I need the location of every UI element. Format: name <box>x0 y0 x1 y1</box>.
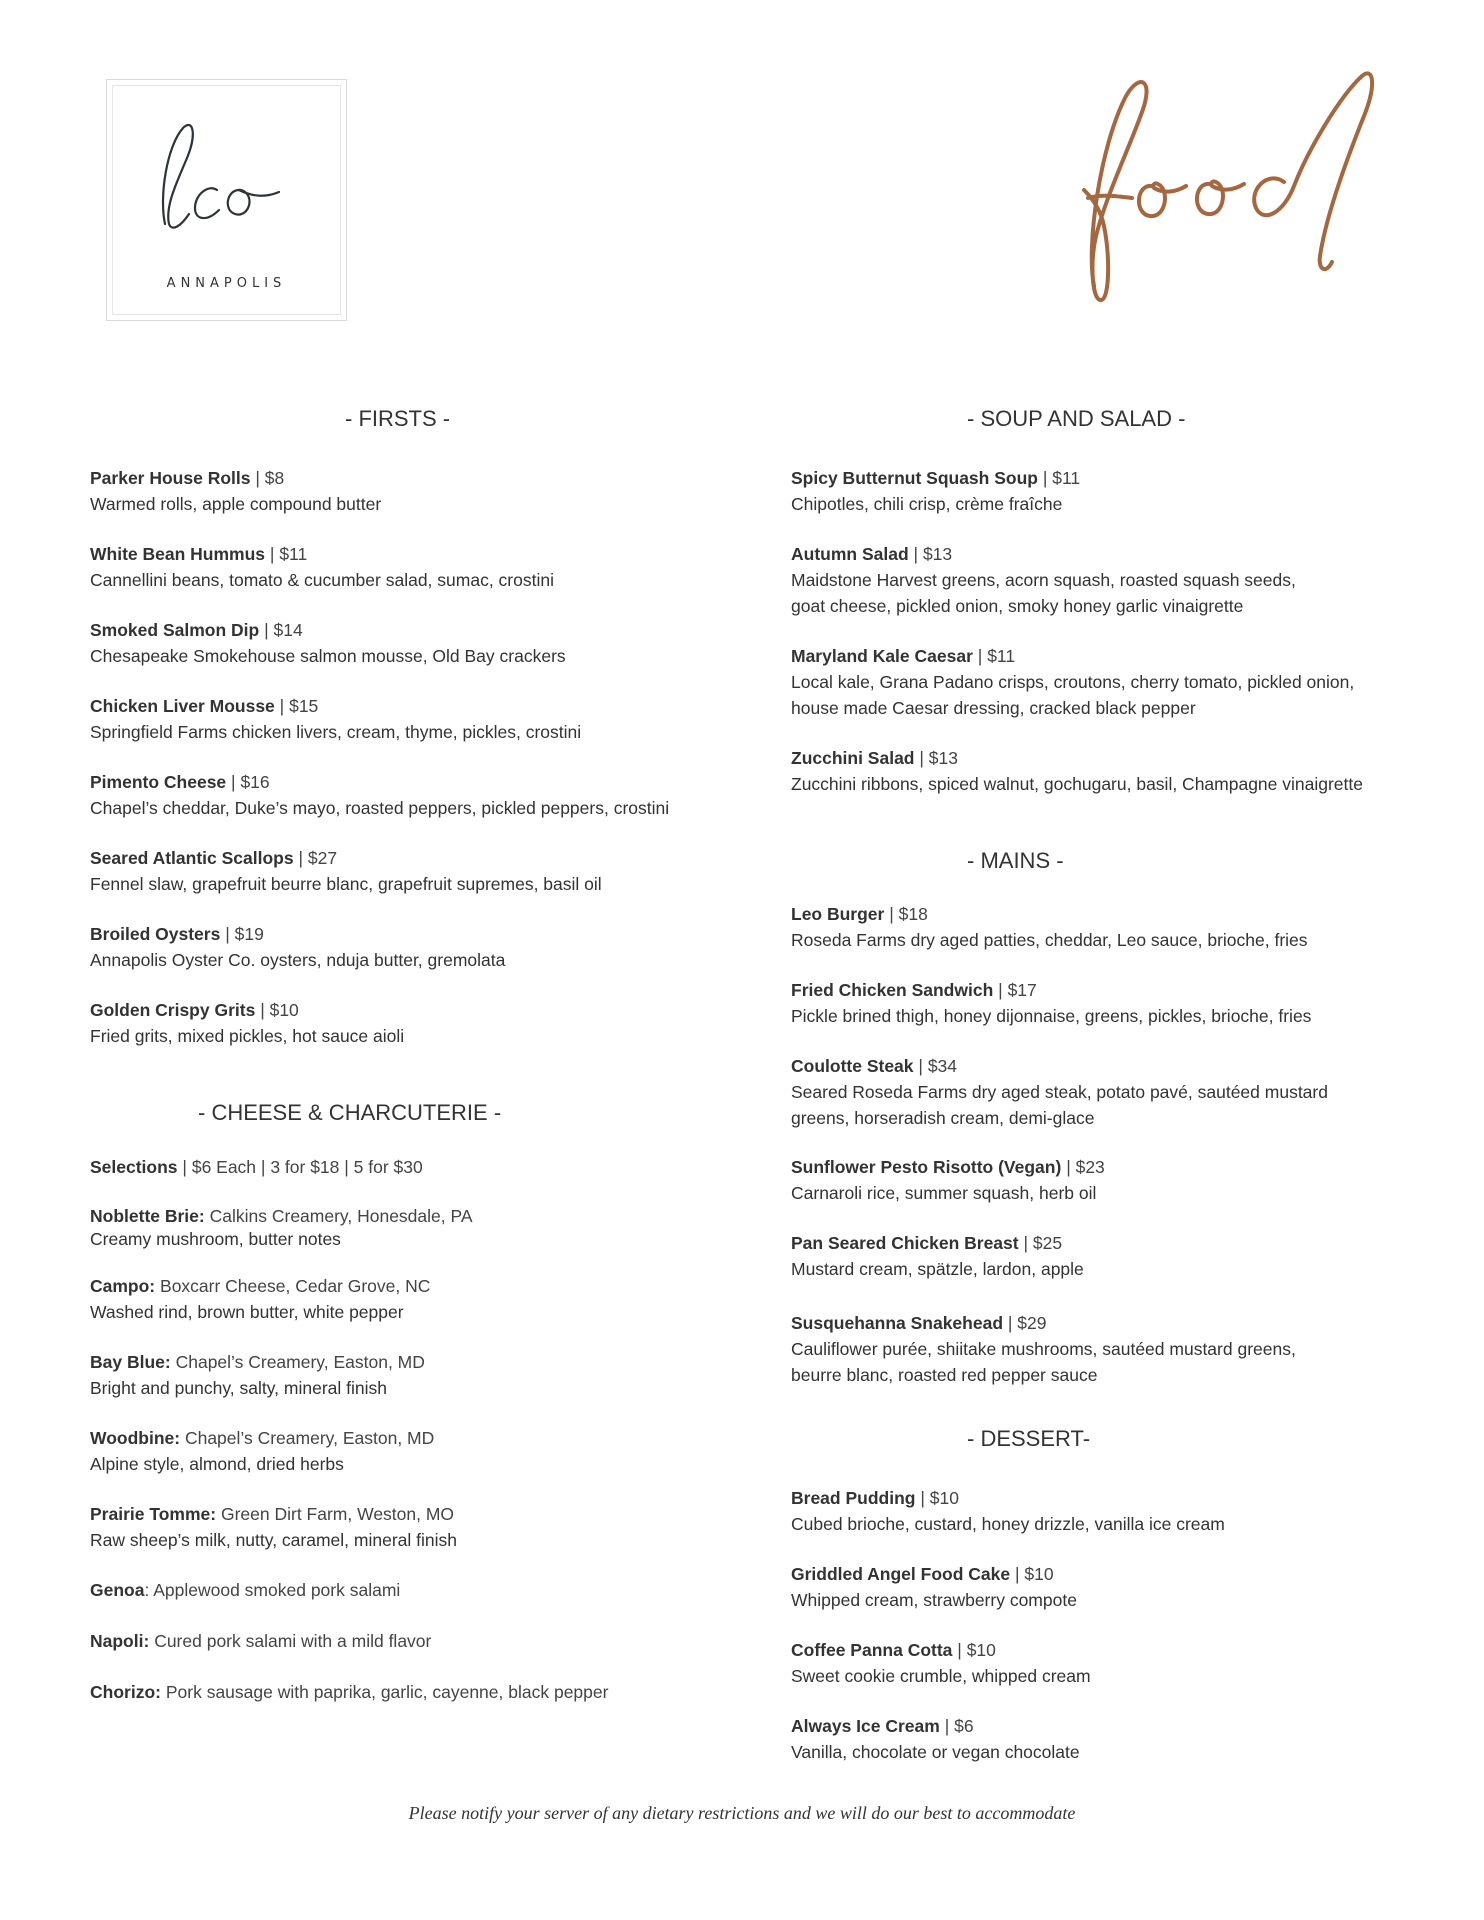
item-name: White Bean Hummus <box>90 544 266 564</box>
item-description: Chipotles, chili crisp, crème fraîche <box>791 494 1063 514</box>
section-title-soup-salad: - SOUP AND SALAD - <box>967 406 1186 431</box>
menu-item <box>791 1637 1431 1689</box>
item-description: Seared Roseda Farms dry aged steak, potato pavé, sautéed mustard <box>791 1082 1328 1102</box>
item-description: Mustard cream, spätzle, lardon, apple <box>791 1259 1084 1279</box>
item-name: Pan Seared Chicken Breast <box>791 1233 1019 1253</box>
item-description: Cauliflower purée, shiitake mushrooms, sautéed mustard greens, <box>791 1339 1296 1359</box>
item-name: Always Ice Cream <box>791 1716 940 1736</box>
item-description: Chesapeake Smokehouse salmon mousse, Old Bay crackers <box>90 646 566 666</box>
menu-item <box>791 1310 1431 1388</box>
item-name: Chorizo: <box>90 1682 161 1702</box>
menu-item <box>90 1349 730 1401</box>
item-name: Seared Atlantic Scallops <box>90 848 294 868</box>
item-name: Susquehanna Snakehead <box>791 1313 1004 1333</box>
item-name: Chicken Liver Mousse <box>90 696 275 716</box>
menu-item <box>90 1154 730 1180</box>
item-description: Annapolis Oyster Co. oysters, nduja butter, gremolata <box>90 950 506 970</box>
menu-item <box>90 769 730 821</box>
item-name: Leo Burger <box>791 904 885 924</box>
menu-item <box>90 921 730 973</box>
menu-item <box>791 745 1431 797</box>
section-title-mains: - MAINS - <box>967 848 1064 873</box>
item-price: | $6 Each | 3 for $18 | 5 for $30 <box>182 1157 423 1177</box>
item-price: | $18 <box>889 904 928 924</box>
item-price: | $25 <box>1023 1233 1063 1253</box>
item-price: | $15 <box>279 696 319 716</box>
food-script-heading <box>1080 66 1390 306</box>
menu-item <box>791 643 1431 721</box>
menu-item <box>791 1713 1431 1765</box>
item-price: | $11 <box>1042 468 1081 488</box>
item-description: Bright and punchy, salty, mineral finish <box>90 1378 387 1398</box>
item-description: Zucchini ribbons, spiced walnut, gochugaru, basil, Champagne vinaigrette <box>791 774 1363 794</box>
item-description: Pickle brined thigh, honey dijonnaise, greens, pickles, brioche, fries <box>791 1006 1312 1026</box>
item-description: Alpine style, almond, dried herbs <box>90 1454 344 1474</box>
item-price: | $16 <box>231 772 270 792</box>
item-description: Fennel slaw, grapefruit beurre blanc, grapefruit supremes, basil oil <box>90 874 602 894</box>
item-description: Creamy mushroom, butter notes <box>90 1229 341 1249</box>
item-name: Genoa <box>90 1580 145 1600</box>
item-price: | $10 <box>920 1488 959 1508</box>
item-description: Raw sheep’s milk, nutty, caramel, mineral finish <box>90 1530 457 1550</box>
menu-item <box>791 1561 1431 1613</box>
item-price: | $19 <box>225 924 264 944</box>
menu-item <box>791 465 1431 517</box>
item-description: Local kale, Grana Padano crisps, croutons, cherry tomato, pickled onion, <box>791 672 1355 692</box>
item-name: Bread Pudding <box>791 1488 916 1508</box>
menu-item <box>791 1154 1431 1206</box>
item-name: Autumn Salad <box>791 544 909 564</box>
item-name: Broiled Oysters <box>90 924 221 944</box>
menu-item <box>90 465 730 517</box>
menu-item <box>90 1628 730 1654</box>
item-price: | $10 <box>260 1000 299 1020</box>
item-name: Zucchini Salad <box>791 748 915 768</box>
logo-subtitle: ANNAPOLIS <box>166 276 287 291</box>
section-title-firsts: - FIRSTS - <box>345 406 451 431</box>
item-name: Coulotte Steak <box>791 1056 914 1076</box>
item-price: | $14 <box>264 620 303 640</box>
item-origin: Cured pork salami with a mild flavor <box>154 1631 432 1651</box>
item-description: Maidstone Harvest greens, acorn squash, roasted squash seeds, <box>791 570 1296 590</box>
item-price: | $13 <box>919 748 958 768</box>
section-title-dessert: - DESSERT- <box>967 1426 1091 1451</box>
item-price: | $8 <box>255 468 285 488</box>
item-price: | $11 <box>977 646 1016 666</box>
item-origin: Chapel’s Creamery, Easton, MD <box>175 1352 425 1372</box>
item-price: | $27 <box>298 848 338 868</box>
item-price: | $11 <box>269 544 308 564</box>
item-price: | $13 <box>913 544 953 564</box>
item-name: Golden Crispy Grits <box>90 1000 256 1020</box>
menu-item <box>90 845 730 897</box>
item-description: Sweet cookie crumble, whipped cream <box>791 1666 1091 1686</box>
menu-item <box>791 1230 1431 1282</box>
item-description-line2: beurre blanc, roasted red pepper sauce <box>791 1365 1098 1385</box>
item-name: Napoli: <box>90 1631 150 1651</box>
dietary-footer-note: Please notify your server of any dietary restrictions and we will do our best to accommodate <box>408 1803 1076 1823</box>
item-description-line2: greens, horseradish cream, demi-glace <box>791 1108 1095 1128</box>
item-name: Parker House Rolls <box>90 468 251 488</box>
item-name: Griddled Angel Food Cake <box>791 1564 1011 1584</box>
item-origin: : Applewood smoked pork salami <box>144 1580 401 1600</box>
item-name: Campo: <box>90 1276 156 1296</box>
item-description: Roseda Farms dry aged patties, cheddar, Leo sauce, brioche, fries <box>791 930 1308 950</box>
item-origin: Chapel’s Creamery, Easton, MD <box>184 1428 435 1448</box>
menu-item <box>90 1679 730 1705</box>
menu-item <box>90 1273 730 1325</box>
menu-item <box>791 977 1431 1029</box>
leo-script-logo <box>147 106 307 236</box>
item-name: Fried Chicken Sandwich <box>791 980 994 1000</box>
item-description: Whipped cream, strawberry compote <box>791 1590 1077 1610</box>
section-title-cheese: - CHEESE & CHARCUTERIE - <box>198 1100 502 1125</box>
item-origin: Calkins Creamery, Honesdale, PA <box>209 1206 473 1226</box>
item-name: Bay Blue: <box>90 1352 171 1372</box>
item-description-line2: house made Caesar dressing, cracked black pepper <box>791 698 1196 718</box>
item-description: Cubed brioche, custard, honey drizzle, vanilla ice cream <box>791 1514 1225 1534</box>
item-price: | $23 <box>1066 1157 1105 1177</box>
item-origin: Green Dirt Farm, Weston, MO <box>220 1504 455 1524</box>
item-name: Selections <box>90 1157 178 1177</box>
item-name: Smoked Salmon Dip <box>90 620 260 640</box>
item-description: Fried grits, mixed pickles, hot sauce aioli <box>90 1026 405 1046</box>
item-name: Noblette Brie: <box>90 1206 205 1226</box>
item-price: | $34 <box>918 1056 958 1076</box>
item-price: | $29 <box>1007 1313 1047 1333</box>
menu-item <box>90 541 730 593</box>
item-name: Coffee Panna Cotta <box>791 1640 953 1660</box>
menu-item <box>90 1501 730 1553</box>
item-name: Maryland Kale Caesar <box>791 646 973 666</box>
item-name: Woodbine: <box>90 1428 181 1448</box>
item-description: Washed rind, brown butter, white pepper <box>90 1302 404 1322</box>
logo <box>106 79 347 321</box>
item-name: Sunflower Pesto Risotto (Vegan) <box>791 1157 1062 1177</box>
item-price: | $17 <box>998 980 1037 1000</box>
menu-item <box>90 693 730 745</box>
item-price: | $10 <box>957 1640 996 1660</box>
item-name: Prairie Tomme: <box>90 1504 217 1524</box>
menu-item <box>90 1425 730 1477</box>
item-description: Chapel’s cheddar, Duke’s mayo, roasted peppers, pickled peppers, crostini <box>90 798 670 818</box>
item-description: Carnaroli rice, summer squash, herb oil <box>791 1183 1097 1203</box>
menu-item <box>791 1485 1431 1537</box>
menu-item <box>791 901 1431 953</box>
menu-item <box>90 1577 730 1603</box>
item-price: | $6 <box>944 1716 974 1736</box>
menu-item <box>90 617 730 669</box>
menu-item <box>90 1205 730 1251</box>
item-description-line2: goat cheese, pickled onion, smoky honey garlic vinaigrette <box>791 596 1244 616</box>
item-description: Springfield Farms chicken livers, cream, thyme, pickles, crostini <box>90 722 582 742</box>
item-name: Pimento Cheese <box>90 772 227 792</box>
menu-item <box>791 1053 1431 1131</box>
item-description: Vanilla, chocolate or vegan chocolate <box>791 1742 1080 1762</box>
item-name: Spicy Butternut Squash Soup <box>791 468 1038 488</box>
item-origin: Boxcarr Cheese, Cedar Grove, NC <box>160 1276 431 1296</box>
item-origin: Pork sausage with paprika, garlic, cayenne, black pepper <box>165 1682 609 1702</box>
item-price: | $10 <box>1014 1564 1054 1584</box>
menu-item <box>90 997 730 1049</box>
item-description: Cannellini beans, tomato & cucumber salad, sumac, crostini <box>90 570 554 590</box>
menu-item <box>791 541 1431 619</box>
item-description: Warmed rolls, apple compound butter <box>90 494 382 514</box>
